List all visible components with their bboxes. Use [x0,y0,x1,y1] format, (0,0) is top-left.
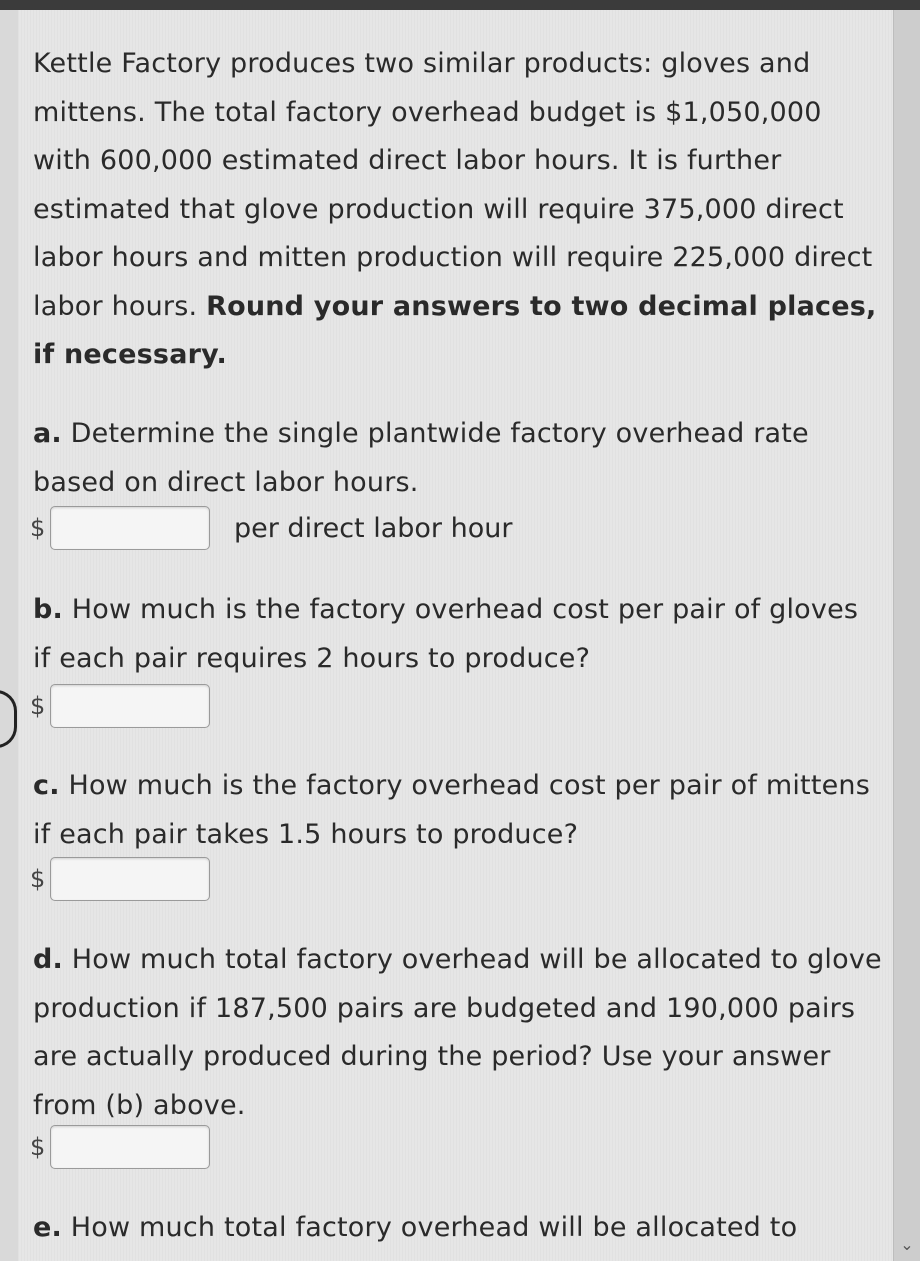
question-b-label: b. [33,594,63,625]
answer-input-b[interactable] [50,684,210,728]
currency-symbol: $ [30,692,46,720]
answer-input-a[interactable] [50,506,210,550]
currency-symbol: $ [30,1133,46,1161]
answer-row-d [30,1121,210,1173]
scrollbar[interactable] [893,10,920,1261]
question-b [33,586,883,683]
question-a [33,410,883,507]
question-c [33,762,883,859]
left-margin [0,10,18,1261]
unit-label: per direct labor hour [234,512,513,544]
answer-row-c [30,853,210,905]
question-b-text: How much is the factory overhead cost per pair of gloves if each pair requires 2 hours to produce? [33,594,859,674]
problem-text: Kettle Factory produces two similar products: gloves and mittens. The total factory overhead budget is $1,050,000 with 600,000 estimated direct labor hours. It is further estimated that glove production will require 375,000 direct labor hours and mitten production will require 225,000 direct labor hours. [33,48,873,322]
answer-row-b [30,680,210,732]
question-d [33,936,883,1130]
chevron-down-icon[interactable]: ⌄ [900,1235,914,1254]
question-c-text: How much is the factory overhead cost per pair of mittens if each pair takes 1.5 hours to produce? [33,770,870,850]
currency-symbol: $ [30,865,46,893]
question-e [33,1204,883,1253]
question-c-label: c. [33,770,60,801]
question-d-label: d. [33,944,63,975]
question-e-text: How much total factory overhead will be allocated to [61,1212,798,1243]
problem-statement [33,40,883,380]
currency-symbol: $ [30,514,46,542]
question-e-label: e. [33,1212,62,1243]
answer-input-d[interactable] [50,1125,210,1169]
question-d-text: How much total factory overhead will be allocated to glove production if 187,500 pairs are budgeted and 190,000 pairs are actually produced during the period? Use your answer from (b) above. [33,944,882,1121]
answer-row-a [30,502,512,554]
top-border [0,0,920,10]
question-a-text: Determine the single plantwide factory overhead rate based on direct labor hours. [33,418,809,498]
question-a-label: a. [33,418,62,449]
answer-input-c[interactable] [50,857,210,901]
problem-instruction: Round your answers to two decimal places, if necessary. [33,290,877,370]
